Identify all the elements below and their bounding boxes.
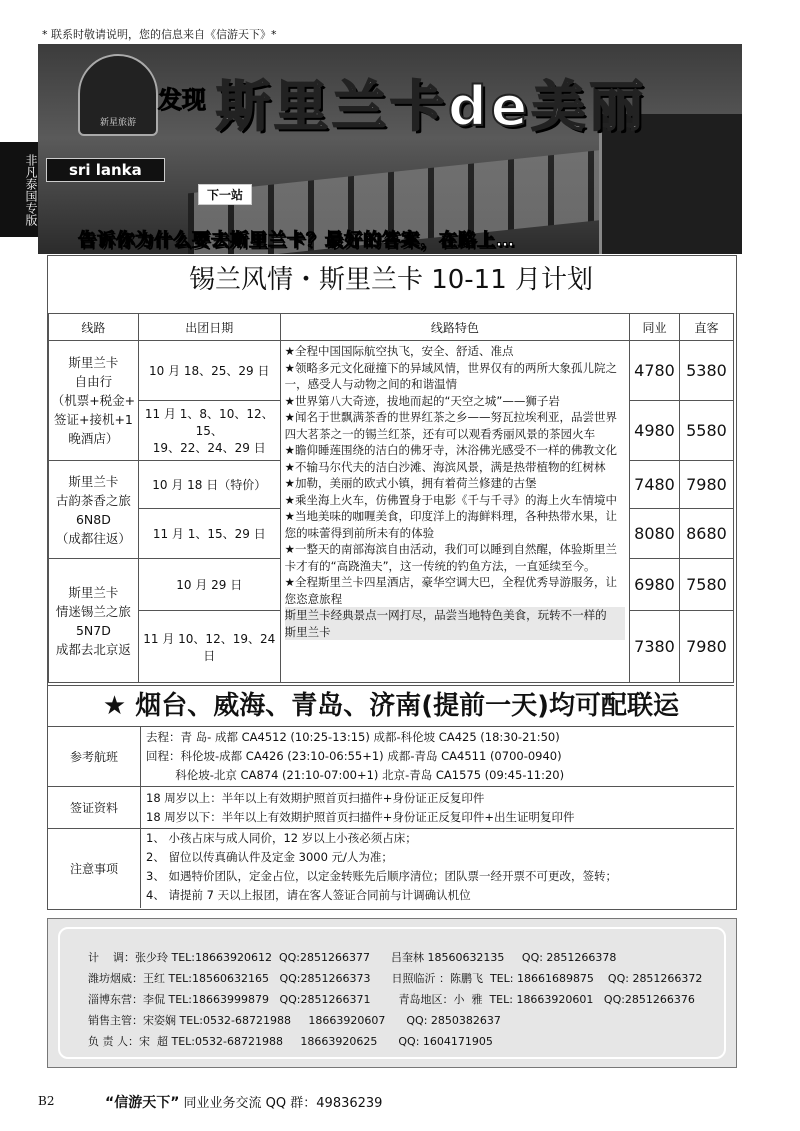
sign-next: 下一站 <box>198 184 252 205</box>
peer-price: 6980 <box>630 559 680 611</box>
contact-line: 销售主管：宋姿娴 TEL:0532-68721988 18663920607 QQ: 2850382637 <box>88 1014 501 1027</box>
direct-price: 7980 <box>679 461 733 509</box>
col-features: 线路特色 <box>280 314 629 341</box>
route-dates: 10 月 18 日（特价） <box>138 461 280 509</box>
direct-price: 5380 <box>679 341 733 401</box>
col-direct-price: 直客 <box>679 314 733 341</box>
contact-line: 潍坊烟威：王红 TEL:18560632165 QQ:2851266373 日照临沂 ：陈鹏飞 TEL: 18661689875 QQ: 2851266372 <box>88 972 703 985</box>
table-header <box>49 314 734 341</box>
direct-price: 7580 <box>679 559 733 611</box>
route-dates: 10 月 29 日 <box>138 559 280 611</box>
routes-table <box>48 313 734 683</box>
header-note: * 联系时敬请说明，您的信息来自《信游天下》* <box>42 28 277 41</box>
hero-tagline: 告诉你为什么要去斯里兰卡？最好的答案，在路上… <box>78 230 515 251</box>
route-name: 斯里兰卡 情迷锡兰之旅 5N7D 成都去北京返 <box>49 559 139 683</box>
plan-title: 锡兰风情・斯里兰卡 10-11 月计划 <box>188 265 594 295</box>
table-row <box>49 341 734 401</box>
col-peer-price: 同业 <box>630 314 680 341</box>
hero-discover: 发现 <box>158 86 206 114</box>
hero-banner <box>38 44 742 254</box>
peer-price: 4980 <box>630 401 680 461</box>
col-route: 线路 <box>49 314 139 341</box>
contact-line: 计 调：张少玲 TEL:18663920612 QQ:2851266377 吕奎林 18560632135 QQ: 2851266378 <box>88 951 617 964</box>
emblem-logo: 新星旅游 <box>78 54 158 136</box>
route-name: 斯里兰卡 古韵茶香之旅 6N8D （成都往返） <box>49 461 139 559</box>
route-dates: 11 月 1、15、29 日 <box>138 509 280 559</box>
hero-title: 斯里兰卡de美丽 <box>216 75 648 138</box>
route-dates: 10 月 18、25、29 日 <box>138 341 280 401</box>
route-features: ★全程中国国际航空执飞，安全、舒适、准点 ★领略多元文化碰撞下的异域风情，世界仅有的两所大象孤儿院之 一，感受人与动物之间的和谐温情 ★世界第八大奇迹，拔地而起的“天空之城”——狮子岩 ★闻名于世飘满茶香的世界红茶之乡——努瓦拉埃利亚，品尝世界 四大茗茶之一的锡兰红茶，还有可以观看秀丽风景的茶园火车 ★瞻仰睡莲围绕的洁白的佛牙寺，沐浴佛光感受不一样的佛教文化 ★不输马尔代夫的洁白沙滩、海滨风景，满是热带植物的红树林 ★加勒，美丽的欧式小镇，拥有着荷兰修建的古堡 ★乘坐海上火车，仿佛置身于电影《千与千寻》的海上火车情境中 ★当地美味的咖喱美食，印度洋上的海鲜料理，各种热带水果，让 您的味蕾得到前所未有的体验 ★一整天的南部海滨自由活动，我们可以睡到自然醒，体验斯里兰 卡才有的“高跷渔夫”，这一传统的钓鱼方法，一直延续至今。 ★全程斯里兰卡四星酒店，豪华空调大巴，全程优秀导游服务，让 您恣意旅程 斯里兰卡经典景点一网打尽，品尝当地特色美食，玩转不一样的 斯里兰卡 <box>280 341 629 683</box>
footer-text: “信游天下” 同业业务交流 QQ 群：49836239 <box>105 1095 383 1111</box>
visa-row <box>48 787 734 829</box>
peer-price: 4780 <box>630 341 680 401</box>
direct-price: 7980 <box>679 611 733 683</box>
flights-label: 参考航班 <box>48 726 141 786</box>
peer-price: 7480 <box>630 461 680 509</box>
sign-country: sri lanka <box>46 158 165 182</box>
route-dates: 11 月 10、12、19、24 日 <box>138 611 280 683</box>
direct-price: 5580 <box>679 401 733 461</box>
visa-lines: 18 周岁以上：半年以上有效期护照首页扫描件+身份证正反复印件 18 周岁以下：半年以上有效期护照首页扫描件+身份证正反复印件+出生证明复印件 <box>146 791 575 824</box>
visa-label: 签证资料 <box>48 787 141 828</box>
direct-price: 8680 <box>679 509 733 559</box>
connect-banner: ★ 烟台、威海、青岛、济南(提前一天)均可配联运 <box>48 685 734 727</box>
route-name: 斯里兰卡 自由行 （机票+税金+ 签证+接机+1 晚酒店） <box>49 341 139 461</box>
flights-row <box>48 726 734 787</box>
notes-lines: 1、 小孩占床与成人同价，12 岁以上小孩必须占床； 2、 留位以传真确认件及定金 3000 元/人为准； 3、 如遇特价团队，定金占位，以定金转账先后顺序清位；团队票一经开票不可更改，签转； 4、 请提前 7 天以上报团，请在客人签证合同前与计调确认机位 <box>146 831 617 902</box>
contact-line: 负 责 人：宋 超 TEL:0532-68721988 18663920625 QQ: 1604171905 <box>88 1035 493 1048</box>
side-tab: 非凡泰国专版 <box>0 142 38 237</box>
page-number: B2 <box>38 1094 55 1108</box>
flights-lines: 去程：青 岛- 成都 CA4512 (10:25-13:15) 成都-科伦坡 CA425 (18:30-21:50) 回程：科伦坡-成都 CA426 (23:10-06:55+1) 成都-青岛 CA4511 (0700-0940) 科伦坡-北京 CA874 (21:10-07:00+1) 北京-青岛 CA1575 (09:45-11:20) <box>146 730 565 782</box>
contact-box <box>47 918 737 1068</box>
route-dates: 11 月 1、8、10、12、15、 19、22、24、29 日 <box>138 401 280 461</box>
peer-price: 8080 <box>630 509 680 559</box>
col-dates: 出团日期 <box>138 314 280 341</box>
peer-price: 7380 <box>630 611 680 683</box>
notes-row <box>48 829 734 908</box>
notes-label: 注意事项 <box>48 829 141 908</box>
contact-line: 淄博东营：李侃 TEL:18663999879 QQ:2851266371 青岛地区：小 雅 TEL: 18663920601 QQ:2851266376 <box>88 993 695 1006</box>
